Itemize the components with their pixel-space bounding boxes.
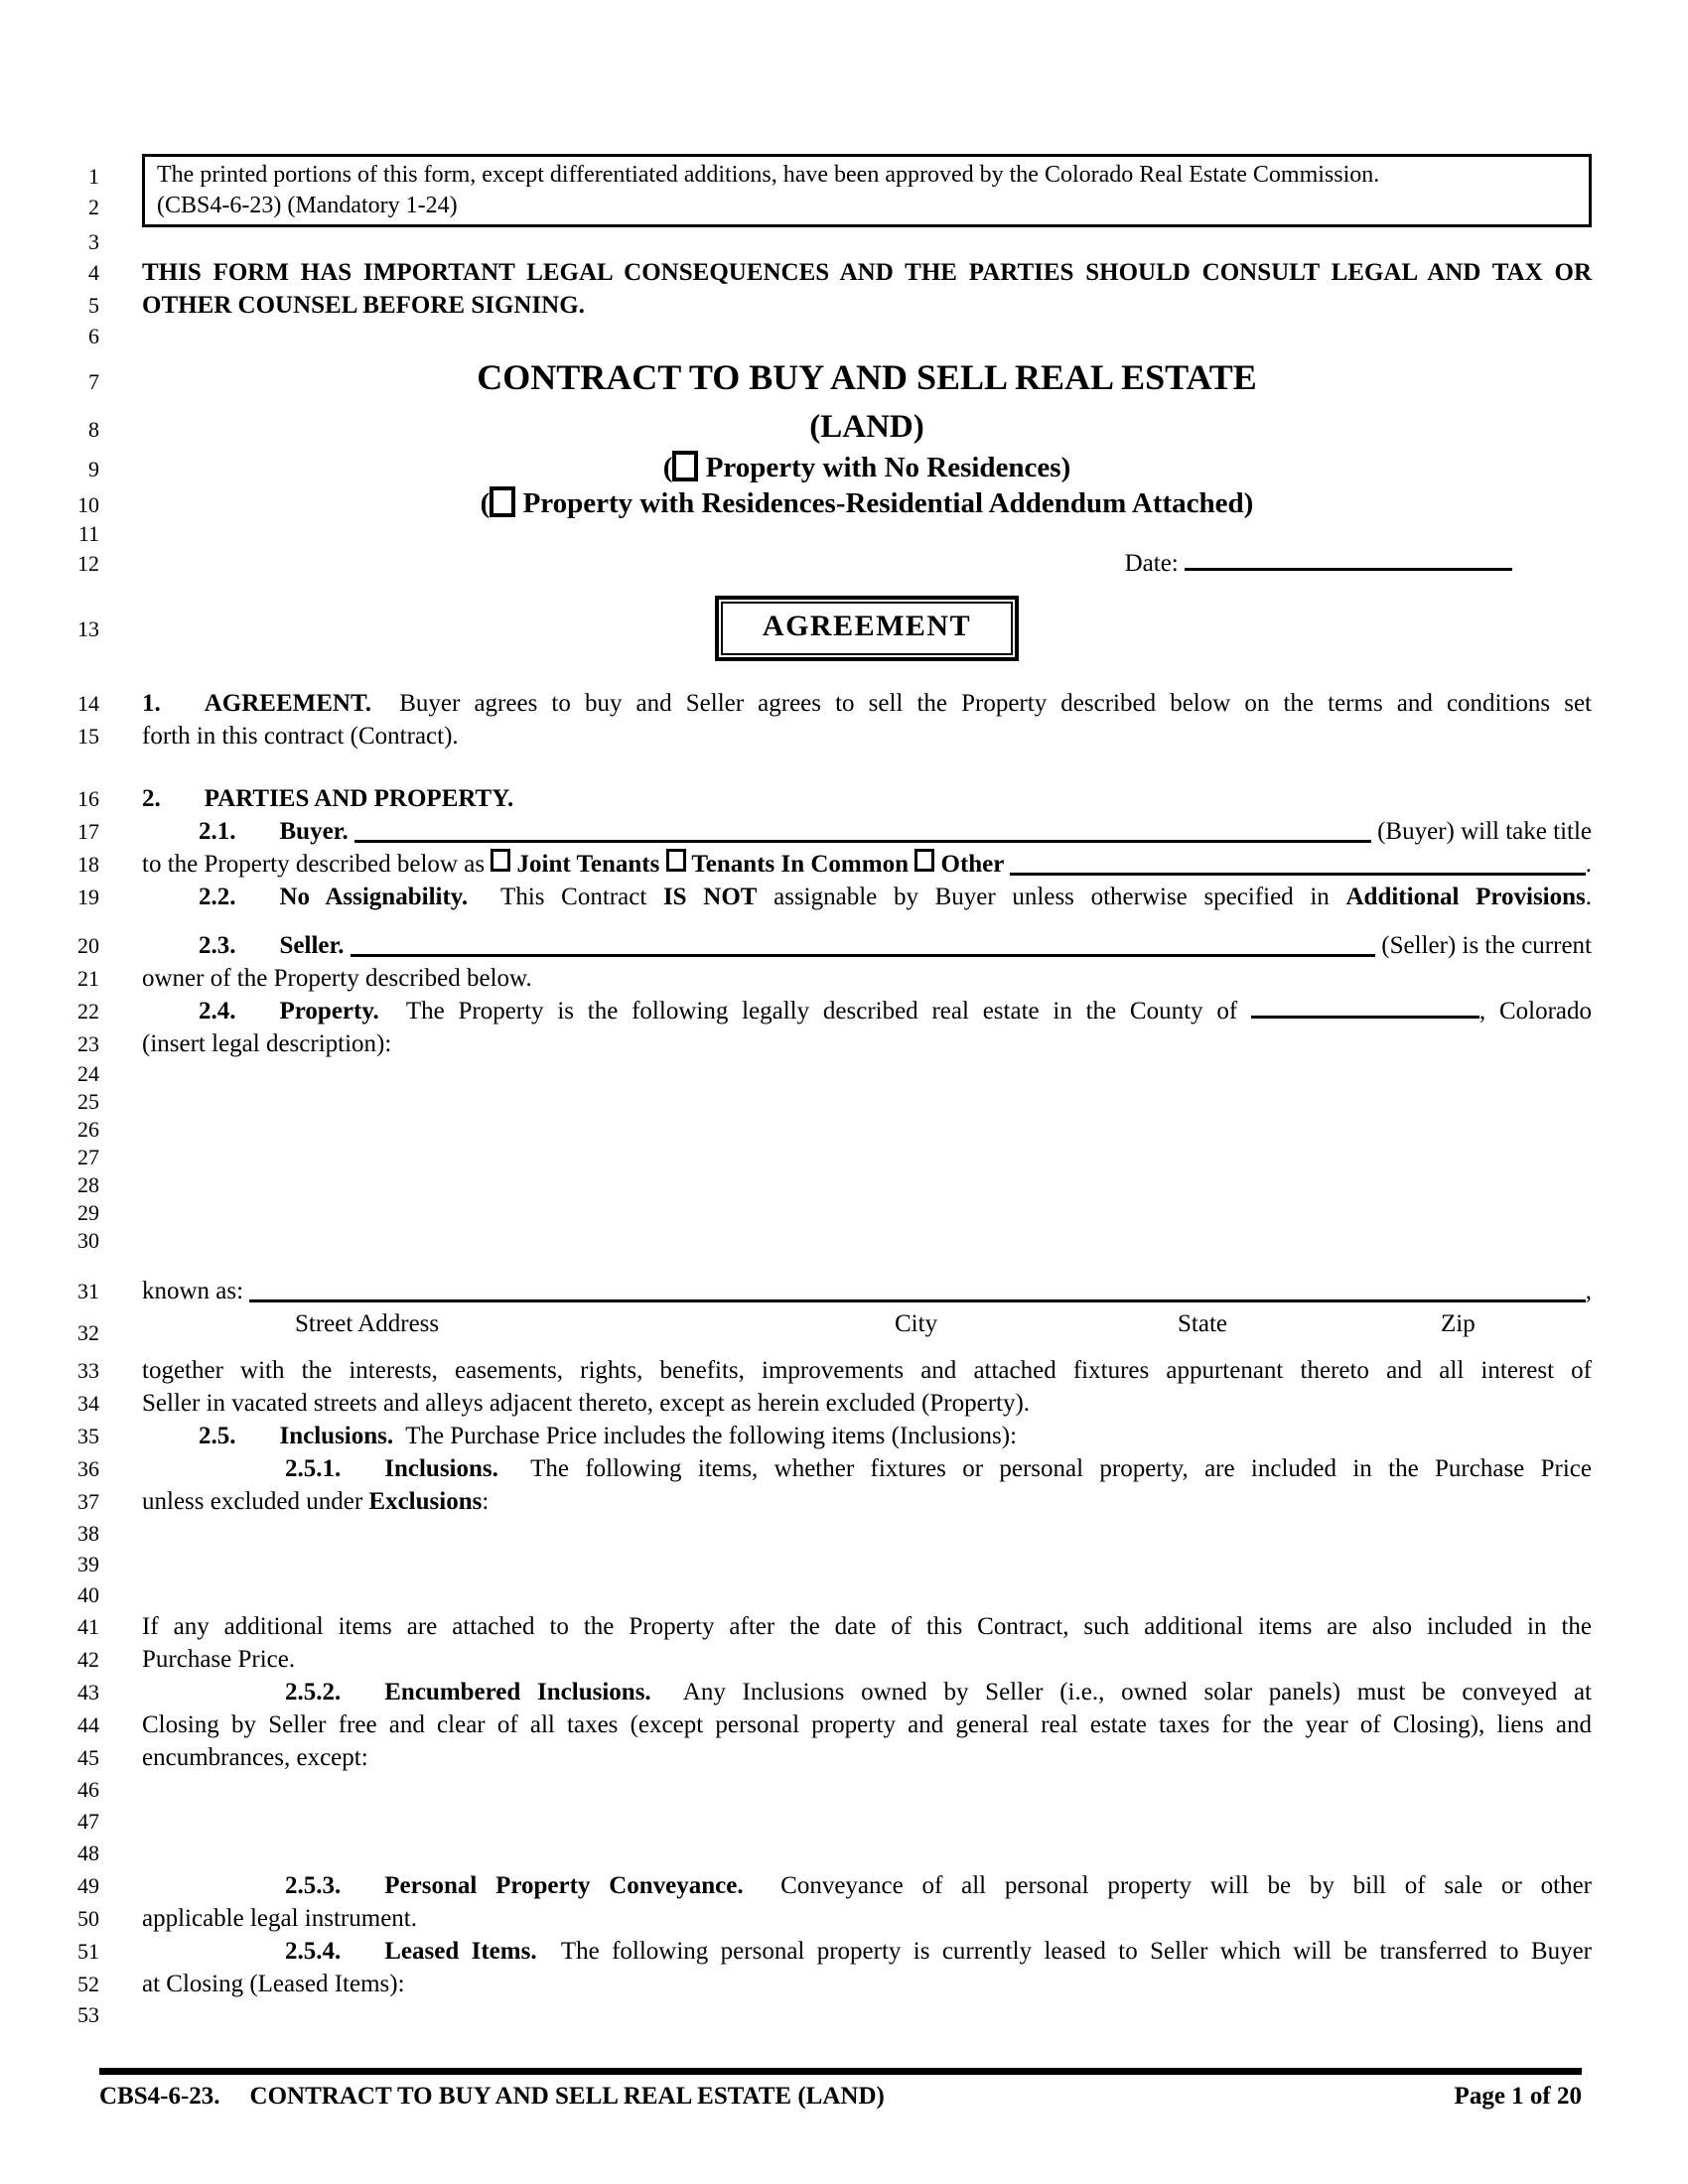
text-run: . xyxy=(1585,851,1592,878)
text-run: owner of the Property described below. xyxy=(142,965,532,992)
line-number: 2 xyxy=(88,195,99,219)
form-line-43 xyxy=(0,1676,1688,1708)
text-run: assignable by Buyer unless otherwise specified in xyxy=(757,884,1346,910)
text-run: Personal Property Conveyance. xyxy=(384,1872,744,1899)
line-number: 15 xyxy=(77,724,99,749)
form-line-6 xyxy=(0,322,1688,350)
line-content xyxy=(142,720,1592,752)
text-run: encumbrances, except: xyxy=(142,1744,368,1771)
line-content xyxy=(142,450,1592,485)
form-line-4 xyxy=(0,256,1688,289)
text-run: , Colorado xyxy=(1478,998,1592,1024)
text-run: forth in this contract (Contract). xyxy=(142,723,459,750)
line-number: 18 xyxy=(77,852,99,877)
county-field[interactable] xyxy=(1251,1014,1479,1019)
text-run: Any Inclusions owned by Seller (i.e., owned solar panels) must be conveyed at xyxy=(650,1679,1592,1706)
line-number: 53 xyxy=(77,2002,99,2027)
line-content xyxy=(142,1869,1592,1902)
form-line-15 xyxy=(0,720,1688,752)
form-line-50 xyxy=(0,1902,1688,1935)
text-run: Seller in vacated streets and alleys adjacent thereto, except as herein excluded (Property). xyxy=(142,1390,1031,1417)
line-number: 27 xyxy=(77,1145,99,1169)
text-run: Property with Residences-Residential Addendum Attached) xyxy=(515,487,1254,519)
form-line-17 xyxy=(0,815,1688,848)
line-number: 32 xyxy=(77,1320,99,1345)
form-line-16 xyxy=(0,782,1688,815)
line-number: 3 xyxy=(88,229,99,254)
text-run: to the Property described below as xyxy=(142,851,492,878)
line-number: 31 xyxy=(77,1279,99,1303)
line-number: 16 xyxy=(77,786,99,811)
form-line-23 xyxy=(0,1027,1688,1060)
line-number: 26 xyxy=(77,1117,99,1142)
line-content xyxy=(142,962,1592,995)
text-run: This Contract xyxy=(468,884,663,910)
form-line-40 xyxy=(0,1579,1688,1610)
line-number: 29 xyxy=(77,1200,99,1225)
line-number: 23 xyxy=(77,1031,99,1056)
form-line-27 xyxy=(0,1144,1688,1171)
line-number: 41 xyxy=(77,1614,99,1639)
line-content xyxy=(142,1307,1592,1340)
form-line-25 xyxy=(0,1088,1688,1116)
line-content xyxy=(142,547,1592,580)
line-number: 9 xyxy=(88,457,99,481)
line-content xyxy=(142,289,1592,322)
form-line-49 xyxy=(0,1869,1688,1902)
text-run: AGREEMENT. xyxy=(204,690,372,717)
line-content xyxy=(142,1387,1592,1420)
text-run: Other xyxy=(934,851,1011,878)
line-content xyxy=(142,687,1592,720)
text-run: Joint Tenants xyxy=(510,851,666,878)
form-line-42 xyxy=(0,1643,1688,1676)
line-number: 5 xyxy=(88,293,99,318)
form-line-5 xyxy=(0,289,1688,322)
line-number: 51 xyxy=(77,1939,99,1964)
form-line-46 xyxy=(0,1774,1688,1806)
form-line-7 xyxy=(0,350,1688,404)
line-content xyxy=(142,1485,1592,1518)
line-number: 1 xyxy=(88,164,99,189)
body-lines xyxy=(0,227,1688,2029)
line-content xyxy=(142,1676,1592,1708)
footer-rule xyxy=(99,2068,1582,2075)
text-run: Seller. xyxy=(279,932,351,959)
text-run: 2.5.1. xyxy=(285,1455,342,1482)
line-content xyxy=(142,1968,1592,2000)
text-run: Exclusions xyxy=(368,1488,483,1515)
seller-name-field[interactable] xyxy=(351,954,1375,957)
line-number: 37 xyxy=(77,1489,99,1514)
form-code: CBS4-6-23. xyxy=(99,2083,220,2110)
form-line-20 xyxy=(0,929,1688,962)
text-run: Property with No Residences) xyxy=(698,452,1071,483)
line-number: 46 xyxy=(77,1777,99,1802)
text-run: Street Address xyxy=(295,1310,440,1337)
footer-left xyxy=(99,2083,885,2111)
text-run: 2.5.2. xyxy=(285,1679,342,1706)
line-number: 14 xyxy=(77,691,99,716)
form-line-31 xyxy=(0,1275,1688,1307)
line-content xyxy=(142,848,1592,881)
approval-text-line2: (CBS4-6-23) (Mandatory 1-24) xyxy=(157,193,458,218)
line-content xyxy=(142,404,1592,450)
line-number: 48 xyxy=(77,1841,99,1865)
text-run: 2.5.3. xyxy=(285,1872,342,1899)
form-line-29 xyxy=(0,1199,1688,1227)
text-run: ( xyxy=(480,487,491,519)
text-run: Inclusions. xyxy=(279,1423,394,1449)
form-line-10 xyxy=(0,485,1688,521)
form-line-34 xyxy=(0,1387,1688,1420)
text-run: (Seller) is the current xyxy=(1375,932,1592,959)
text-run: If any additional items are attached to the Property after the date of this Contract, such additional items are also included in the xyxy=(142,1613,1592,1640)
text-run: Leased Items. xyxy=(384,1938,537,1965)
known-as-field[interactable] xyxy=(249,1299,1585,1302)
text-run: City xyxy=(895,1310,938,1337)
form-line-19 xyxy=(0,881,1688,913)
form-line-11 xyxy=(0,521,1688,547)
text-run: 2.1. xyxy=(199,818,236,845)
form-line-22 xyxy=(0,995,1688,1027)
line-number: 11 xyxy=(77,521,99,546)
line-number: 45 xyxy=(77,1745,99,1770)
text-run: Conveyance of all personal property will be by bill of sale or other xyxy=(743,1872,1592,1899)
text-run: , xyxy=(1585,1278,1592,1304)
line-number: 20 xyxy=(77,933,99,958)
other-title-field[interactable] xyxy=(1010,873,1586,876)
line-number: 6 xyxy=(88,324,99,348)
text-run: State xyxy=(1178,1310,1227,1337)
text-run: unless excluded under xyxy=(142,1488,369,1515)
form-line-3 xyxy=(0,227,1688,256)
form-line-33 xyxy=(0,1354,1688,1387)
text-run: The Property is the following legally described real estate in the County of xyxy=(378,998,1251,1024)
page-footer xyxy=(99,2068,1582,2111)
form-line-14 xyxy=(0,687,1688,720)
text-run: . xyxy=(1585,884,1593,910)
checkbox-joint-tenants[interactable] xyxy=(491,849,510,872)
line-content xyxy=(142,1354,1592,1387)
form-line-51 xyxy=(0,1935,1688,1968)
form-line-52 xyxy=(0,1968,1688,2000)
line-number: 13 xyxy=(77,615,99,641)
text-run: CONTRACT TO BUY AND SELL REAL ESTATE xyxy=(477,357,1257,397)
line-number: 24 xyxy=(77,1061,99,1086)
form-line-53 xyxy=(0,2000,1688,2029)
text-run: Encumbered Inclusions. xyxy=(384,1679,651,1706)
line-number: 10 xyxy=(77,492,99,517)
text-run: The Purchase Price includes the following items (Inclusions): xyxy=(393,1423,1018,1449)
line-content xyxy=(142,1935,1592,1968)
form-line-35 xyxy=(0,1420,1688,1452)
text-run: Inclusions. xyxy=(384,1455,498,1482)
text-run: 2.2. xyxy=(199,884,236,910)
line-number: 49 xyxy=(77,1873,99,1898)
form-line-36 xyxy=(0,1452,1688,1485)
date-field[interactable] xyxy=(1185,566,1512,571)
form-line-24 xyxy=(0,1060,1688,1088)
line-content xyxy=(142,929,1592,962)
line-number: 38 xyxy=(77,1521,99,1546)
line-number: 4 xyxy=(88,260,99,285)
line-number: 40 xyxy=(77,1582,99,1607)
line-number: 22 xyxy=(77,999,99,1024)
form-line-21 xyxy=(0,962,1688,995)
text-run: 2.5. xyxy=(199,1423,236,1449)
line-number: 8 xyxy=(88,417,99,442)
approval-box xyxy=(142,154,1592,227)
text-run: Date: xyxy=(1124,550,1185,577)
text-run: Closing by Seller free and clear of all taxes (except personal property and general real estate taxes for the year of Closing), liens and xyxy=(142,1711,1592,1738)
line-content xyxy=(142,815,1592,848)
line-number: 52 xyxy=(77,1972,99,1996)
line-number: 47 xyxy=(77,1809,99,1834)
text-run: ( xyxy=(662,452,673,483)
line-content xyxy=(142,1741,1592,1774)
text-run: Tenants In Common xyxy=(685,851,915,878)
line-numbers-gutter xyxy=(0,154,99,222)
form-line-39 xyxy=(0,1549,1688,1579)
form-line-32 xyxy=(0,1307,1688,1345)
line-content xyxy=(142,995,1592,1027)
text-run: (insert legal description): xyxy=(142,1030,392,1057)
checkbox-other[interactable] xyxy=(914,849,934,872)
form-line-13 xyxy=(0,596,1688,661)
text-run: THIS FORM HAS IMPORTANT LEGAL CONSEQUENCES AND THE PARTIES SHOULD CONSULT LEGAL AND TAX OR xyxy=(142,259,1592,286)
line-number: 39 xyxy=(77,1552,99,1576)
form-line-47 xyxy=(0,1806,1688,1838)
text-run: 2. xyxy=(142,785,161,812)
form-line-28 xyxy=(0,1171,1688,1199)
page-number: Page 1 of 20 xyxy=(1454,2083,1582,2110)
text-run: Additional Provisions xyxy=(1345,884,1586,910)
line-number: 7 xyxy=(88,369,99,394)
line-number: 42 xyxy=(77,1647,99,1672)
line-content xyxy=(142,1902,1592,1935)
approval-text-line1: The printed portions of this form, except differentiated additions, have been approved by the Colorado Real Estate Commission. xyxy=(157,162,1380,188)
line-number: 19 xyxy=(77,885,99,909)
checkbox-tenants-in-common[interactable] xyxy=(666,849,686,872)
text-run: known as: xyxy=(142,1278,250,1304)
form-line-44 xyxy=(0,1708,1688,1741)
text-run: (Buyer) will take title xyxy=(1370,818,1592,845)
text-run: Purchase Price. xyxy=(142,1646,296,1673)
text-run: OTHER COUNSEL BEFORE SIGNING. xyxy=(142,292,585,319)
text-run: (LAND) xyxy=(809,409,924,445)
form-line-45 xyxy=(0,1741,1688,1774)
form-line-18 xyxy=(0,848,1688,881)
line-content xyxy=(142,1027,1592,1060)
checkbox-residences-addendum[interactable] xyxy=(490,486,515,517)
line-content xyxy=(142,1708,1592,1741)
text-run: together with the interests, easements, rights, benefits, improvements and attached fixtures appurtenant thereto and all interest of xyxy=(142,1357,1592,1384)
footer-form-title: CONTRACT TO BUY AND SELL REAL ESTATE (LAND) xyxy=(249,2083,885,2110)
line-content xyxy=(142,1275,1592,1307)
line-content xyxy=(142,350,1592,404)
line-number: 28 xyxy=(77,1172,99,1197)
line-content xyxy=(142,256,1592,289)
text-run: 2.4. xyxy=(199,998,236,1024)
checkbox-no-residences[interactable] xyxy=(672,451,698,481)
line-content xyxy=(142,782,1592,815)
line-content xyxy=(142,485,1592,521)
text-run: The following personal property is currently leased to Seller which will be transferred to Buyer xyxy=(536,1938,1592,1965)
form-line-37 xyxy=(0,1485,1688,1518)
line-number: 33 xyxy=(77,1358,99,1383)
form-line-26 xyxy=(0,1116,1688,1144)
form-line-48 xyxy=(0,1838,1688,1869)
text-run: applicable legal instrument. xyxy=(142,1905,417,1932)
line-number: 12 xyxy=(77,551,99,576)
text-run: 2.5.4. xyxy=(285,1938,342,1965)
text-run: Buyer. xyxy=(279,818,354,845)
buyer-name-field[interactable] xyxy=(354,840,1371,843)
text-run: The following items, whether fixtures or personal property, are included in the Purchase Price xyxy=(497,1455,1592,1482)
text-run: IS NOT xyxy=(662,884,758,910)
line-number: 34 xyxy=(77,1391,99,1416)
form-line-30 xyxy=(0,1227,1688,1255)
text-run: 1. xyxy=(142,690,161,717)
line-content xyxy=(142,1610,1592,1643)
line-content xyxy=(142,1452,1592,1485)
agreement-box xyxy=(715,596,1019,661)
form-line-8 xyxy=(0,404,1688,450)
text-run: PARTIES AND PROPERTY. xyxy=(204,785,514,812)
line-number: 30 xyxy=(77,1228,99,1253)
form-line-38 xyxy=(0,1518,1688,1549)
line-content xyxy=(142,596,1592,661)
line-number: 21 xyxy=(77,966,99,991)
line-content xyxy=(142,1420,1592,1452)
line-number: 17 xyxy=(77,819,99,844)
line-number: 25 xyxy=(77,1089,99,1114)
line-number: 44 xyxy=(77,1712,99,1737)
line-number: 50 xyxy=(77,1906,99,1931)
text-run: at Closing (Leased Items): xyxy=(142,1971,405,1997)
line-content xyxy=(142,1643,1592,1676)
line-number: 35 xyxy=(77,1424,99,1448)
form-line-9 xyxy=(0,450,1688,485)
line-number: 36 xyxy=(77,1456,99,1481)
text-run: 2.3. xyxy=(199,932,236,959)
text-run: Zip xyxy=(1441,1310,1476,1337)
text-run: Property. xyxy=(279,998,379,1024)
approval-box-row xyxy=(0,154,1688,227)
line-content xyxy=(142,881,1592,913)
form-line-12 xyxy=(0,547,1688,580)
text-run: Buyer agrees to buy and Seller agrees to sell the Property described below on the terms and conditions set xyxy=(371,690,1592,717)
line-number: 43 xyxy=(77,1680,99,1705)
agreement-label xyxy=(721,602,1013,655)
text-run: No Assignability. xyxy=(279,884,469,910)
form-line-41 xyxy=(0,1610,1688,1643)
text-run: : xyxy=(482,1488,490,1515)
text-run: AGREEMENT xyxy=(762,610,972,642)
